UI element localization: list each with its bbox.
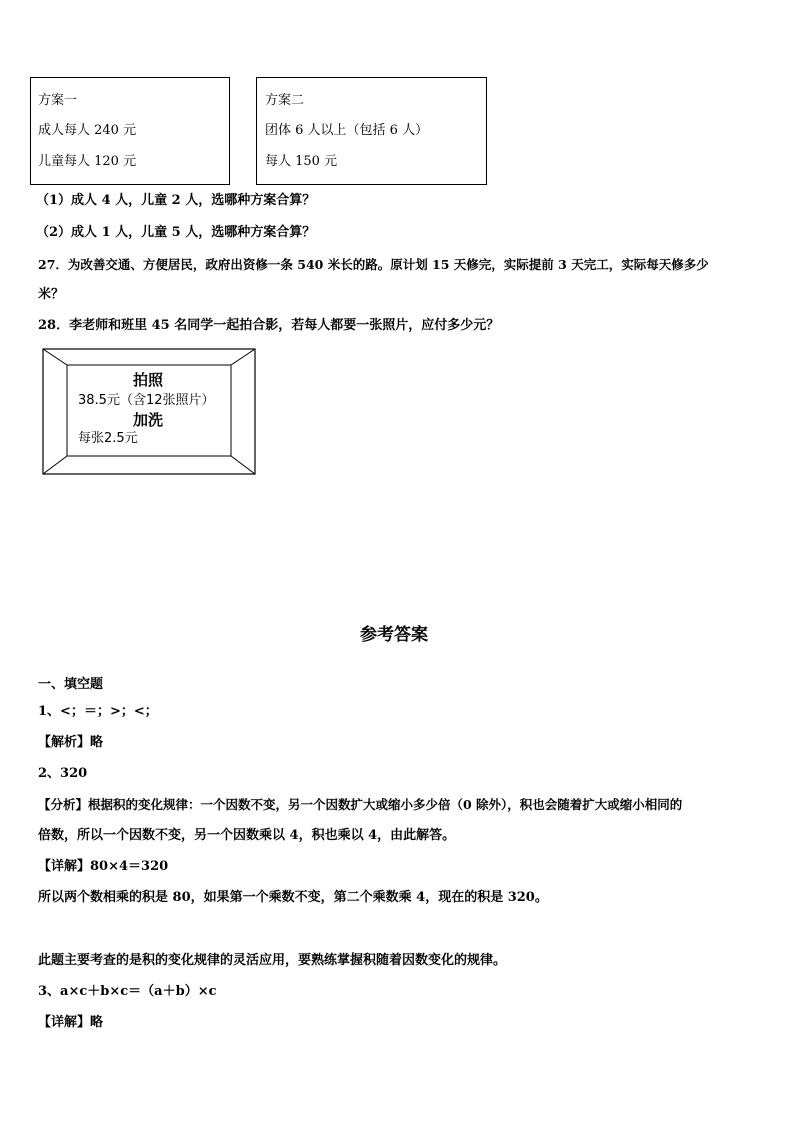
plan-one-title: 方案一 xyxy=(38,93,78,108)
photo-sign-price-1: 38.5元（含12张照片） xyxy=(78,393,215,408)
sub-question-1: （1）成人 4 人，儿童 2 人，选哪种方案合算？ xyxy=(36,193,316,208)
answer-2-conclusion: 所以两个数相乘的积是 80，如果第一个乘数不变，第二个乘数乘 4，现在的积是 320。 xyxy=(38,890,548,905)
plan-two-line1: 团体 6 人以上（包括 6 人） xyxy=(265,123,429,138)
answer-3: 3、a×c＋b×c＝（a＋b）×c xyxy=(38,984,217,999)
question-27-line2: 米？ xyxy=(38,287,65,302)
photo-sign-price-2: 每张2.5元 xyxy=(78,431,138,446)
answer-2-analysis-line1: 【分析】根据积的变化规律：一个因数不变，另一个因数扩大或缩小多少倍（0 除外），积也会随着扩大或缩小相同的 xyxy=(38,797,683,812)
answer-2-detail: 【详解】80×4＝320 xyxy=(38,859,169,874)
plan-one-line2: 儿童每人 120 元 xyxy=(38,154,137,169)
photo-sign-heading-1: 拍照 xyxy=(133,371,164,389)
plan-two-title: 方案二 xyxy=(265,93,305,108)
answer-1: 1、<；＝；>；<； xyxy=(38,704,158,719)
answer-2: 2、320 xyxy=(38,766,88,781)
plan-one-line1: 成人每人 240 元 xyxy=(38,123,137,138)
photo-sign-heading-2: 加洗 xyxy=(133,411,164,429)
answer-1-analysis: 【解析】略 xyxy=(38,735,104,750)
answer-2-analysis-line2: 倍数，所以一个因数不变，另一个因数乘以 4，积也乘以 4，由此解答。 xyxy=(38,828,456,843)
question-27-line1: 27．为改善交通、方便居民，政府出资修一条 540 米长的路。原计划 15 天修完，实际提前 3 天完工，实际每天修多少 xyxy=(38,257,709,272)
sub-question-2: （2）成人 1 人，儿童 5 人，选哪种方案合算？ xyxy=(36,225,316,240)
answer-2-comment: 此题主要考查的是积的变化规律的灵活应用，要熟练掌握积随着因数变化的规律。 xyxy=(38,953,507,968)
plan-two-line2: 每人 150 元 xyxy=(265,154,338,169)
question-28: 28．李老师和班里 45 名同学一起拍合影，若每人都要一张照片，应付多少元？ xyxy=(38,318,500,333)
answers-section-heading: 一、填空题 xyxy=(38,677,104,692)
answers-title: 参考答案 xyxy=(360,625,428,645)
answer-3-detail: 【详解】略 xyxy=(38,1015,104,1030)
